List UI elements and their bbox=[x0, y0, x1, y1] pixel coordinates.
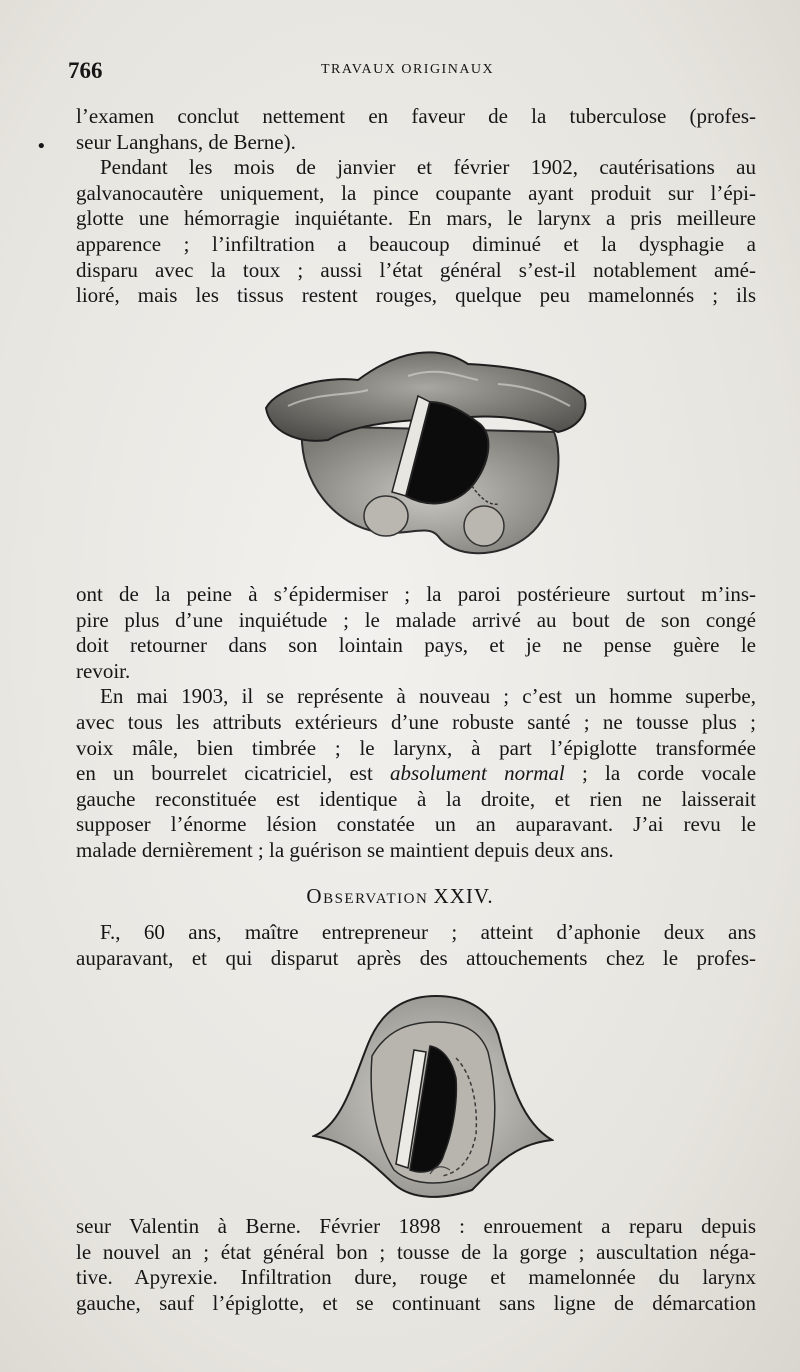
paragraph-block-1 bbox=[76, 104, 756, 309]
paragraph-block-3 bbox=[76, 920, 756, 971]
margin-dot: • bbox=[36, 136, 47, 157]
text-line: pire plus d’une inquiétude ; le malade arrivé au bout de son congé bbox=[76, 607, 756, 632]
paragraph-block-2 bbox=[76, 582, 756, 864]
text-line: avec tous les attributs extérieurs d’une robuste santé ; ne tousse plus ; bbox=[76, 709, 756, 734]
text-line: malade dernièrement ; la guérison se maintient depuis deux ans. bbox=[76, 837, 614, 862]
observation-number: XXIV. bbox=[433, 884, 494, 908]
paragraph-block-4 bbox=[76, 1214, 756, 1316]
observation-prefix bbox=[306, 884, 433, 908]
text-line: apparence ; l’infiltration a beaucoup diminué et la dysphagie a bbox=[76, 231, 756, 256]
text-line-mixed bbox=[76, 761, 756, 787]
text-line: seur Langhans, de Berne). bbox=[76, 129, 296, 154]
page-number: 766 bbox=[68, 58, 103, 83]
text-line: l’examen conclut nettement en faveur de la tuberculose (profes- bbox=[76, 104, 756, 128]
text-line: voix mâle, bien timbrée ; le larynx, à part l’épiglotte transformée bbox=[76, 735, 756, 760]
text-segment: en un bourrelet cicatriciel, est bbox=[76, 761, 373, 786]
text-line: supposer l’énorme lésion constatée un an auparavant. J’ai revu le bbox=[76, 812, 756, 837]
heading-rest: BSERVATION bbox=[323, 891, 429, 907]
observation-heading bbox=[0, 884, 800, 909]
text-line: F., 60 ans, maître entrepreneur ; atteint d’aphonie deux ans bbox=[100, 920, 756, 944]
heading-initial: O bbox=[306, 884, 324, 908]
text-line: revoir. bbox=[76, 658, 131, 683]
text-line: le nouvel an ; état général bon ; tousse de la gorge ; auscultation néga- bbox=[76, 1239, 756, 1264]
larynx-illustration-1 bbox=[258, 336, 594, 566]
text-segment: ; la corde vocale bbox=[564, 761, 757, 786]
text-line: disparu avec la toux ; aussi l’état général s’est-il notablement amé- bbox=[76, 257, 756, 282]
text-line: ont de la peine à s’épidermiser ; la paroi postérieure surtout m’ins- bbox=[76, 582, 756, 606]
text-line: lioré, mais les tissus restent rouges, quelque peu mamelonnés ; ils bbox=[76, 283, 756, 308]
text-line: tive. Apyrexie. Infiltration dure, rouge et mamelonnée du larynx bbox=[76, 1265, 756, 1290]
text-line: seur Valentin à Berne. Février 1898 : enrouement a reparu depuis bbox=[76, 1214, 756, 1238]
text-line: En mai 1903, il se représente à nouveau ; c’est un homme superbe, bbox=[100, 684, 756, 709]
text-line: gauche, sauf l’épiglotte, et se continuant sans ligne de démarcation bbox=[76, 1290, 756, 1315]
text-line: glotte une hémorragie inquiétante. En mars, le larynx a pris meilleure bbox=[76, 206, 756, 231]
text-line: doit retourner dans son lointain pays, et je ne pense guère le bbox=[76, 633, 756, 658]
page-header bbox=[68, 58, 758, 88]
text-line: galvanocautère uniquement, la pince coupante ayant produit sur l’épi- bbox=[76, 180, 756, 205]
text-line: Pendant les mois de janvier et février 1902, cautérisations au bbox=[100, 155, 756, 180]
text-line: auparavant, et qui disparut après des attouchements chez le profes- bbox=[76, 945, 756, 970]
running-title: TRAVAUX ORIGINAUX bbox=[321, 62, 495, 77]
larynx-illustration-2 bbox=[312, 994, 554, 1200]
emphasized-text: absolument normal bbox=[390, 761, 565, 786]
text-line: gauche reconstituée est identique à la droite, et rien ne laisserait bbox=[76, 786, 756, 811]
